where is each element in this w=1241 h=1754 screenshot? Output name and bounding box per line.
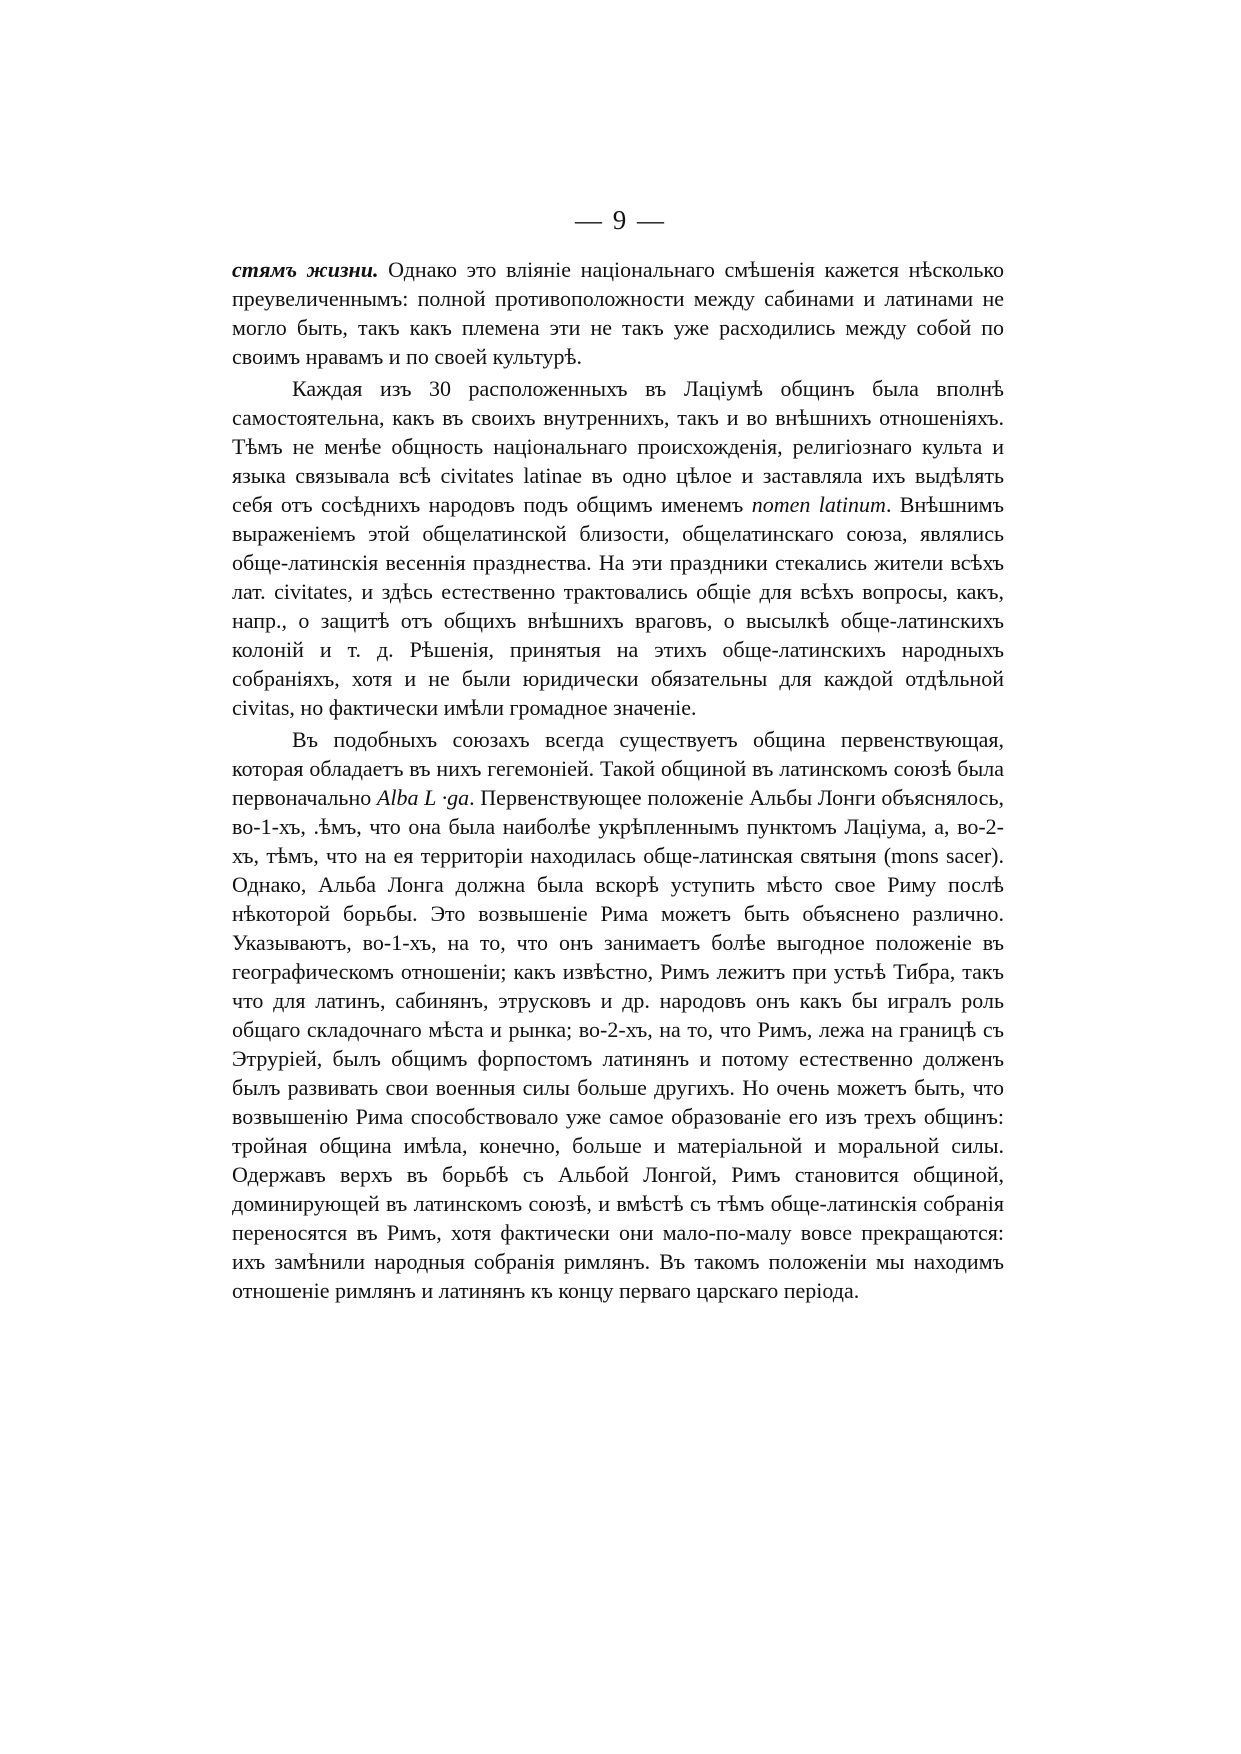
paragraph-2-part2: . Внѣшнимъ выраженіемъ этой общелатинской близости, общелатинскаго союза, являлись обще-латинскія весеннія празднества. На эти праздники стекались жители всѣхъ лат. civitates, и здѣсь естественно трактовались общіе для всѣхъ вопросы, какъ, напр., о защитѣ отъ общихъ внѣшнихъ враговъ, о высылкѣ обще-латинскихъ колоній и т. д. Рѣшенія, принятыя на этихъ обще-латинскихъ народныхъ собраніяхъ, хотя и не были юридически обязательны для каждой отдѣльной civitas, но фактически имѣли громадное значеніе. (232, 492, 1004, 720)
paragraph-1-text: Однако это вліяніе національнаго смѣшенія кажется нѣсколько преувеличеннымъ: полной противоположности между сабинами и латинами не могло быть, такъ какъ племена эти не такъ уже расходились между собой по своимъ нравамъ и по своей культурѣ. (232, 257, 1004, 369)
paragraph-3 (232, 725, 1004, 1305)
body-text (232, 255, 1004, 1305)
paragraph-3-italic: Alba L ·ga (376, 785, 470, 810)
paragraph-1-lead: стямъ жизни. (232, 257, 379, 282)
paragraph-2 (232, 374, 1004, 722)
paragraph-2-part1: Каждая изъ 30 расположенныхъ въ Лаціумѣ общинъ была вполнѣ самостоятельна, какъ въ своихъ внутреннихъ, такъ и во внѣшнихъ отношеніяхъ. Тѣмъ не менѣе общность національнаго происхожденія, религіознаго культа и языка связывала всѣ civitates latinae въ одно цѣлое и заставляла ихъ выдѣлять себя отъ сосѣднихъ народовъ подъ общимъ именемъ (232, 376, 1004, 517)
paragraph-1 (232, 255, 1004, 371)
page-number: — 9 — (575, 205, 666, 235)
paragraph-3-part1: Въ подобныхъ союзахъ всегда существуетъ община первенствующая, которая обладаетъ въ нихъ гегемоніей. Такой общиной въ латинскомъ союзѣ была первоначально (232, 727, 1004, 810)
paragraph-2-italic: nomen latinum (751, 492, 886, 517)
paragraph-3-part2: . Первенствующее положеніе Альбы Лонги объяснялось, во-1-хъ, .ѣмъ, что она была наиболѣе укрѣпленнымъ пунктомъ Лаціума, а, во-2-хъ, тѣмъ, что на ея территоріи находилась обще-латинская святыня (mons sacer). Однако, Альба Лонга должна была вскорѣ уступить мѣсто свое Риму послѣ нѣкоторой борьбы. Это возвышеніе Рима можетъ быть объяснено различно. Указываютъ, во-1-хъ, на то, что онъ занимаетъ болѣе выгодное положеніе въ географическомъ отношеніи; какъ извѣстно, Римъ лежитъ при устьѣ Тибра, такъ что для латинъ, сабинянъ, этрусковъ и др. народовъ онъ какъ бы игралъ роль общаго складочнаго мѣста и рынка; во-2-хъ, на то, что Римъ, лежа на границѣ съ Этруріей, былъ общимъ форпостомъ латинянъ и потому естественно долженъ былъ развивать свои военныя силы больше другихъ. Но очень можетъ быть, что возвышенію Рима способствовало уже самое образованіе его изъ трехъ общинъ: тройная община имѣла, конечно, больше и матеріальной и моральной силы. Одержавъ верхъ въ борьбѣ съ Альбой Лонгой, Римъ становится общиной, доминирующей въ латинскомъ союзѣ, и вмѣстѣ съ тѣмъ обще-латинскія собранія переносятся въ Римъ, хотя фактически они мало-по-малу вовсе прекращаются: ихъ замѣнили народныя собранія римлянъ. Въ такомъ положеніи мы находимъ отношеніе римлянъ и латинянъ къ концу перваго царскаго періода. (232, 785, 1004, 1303)
